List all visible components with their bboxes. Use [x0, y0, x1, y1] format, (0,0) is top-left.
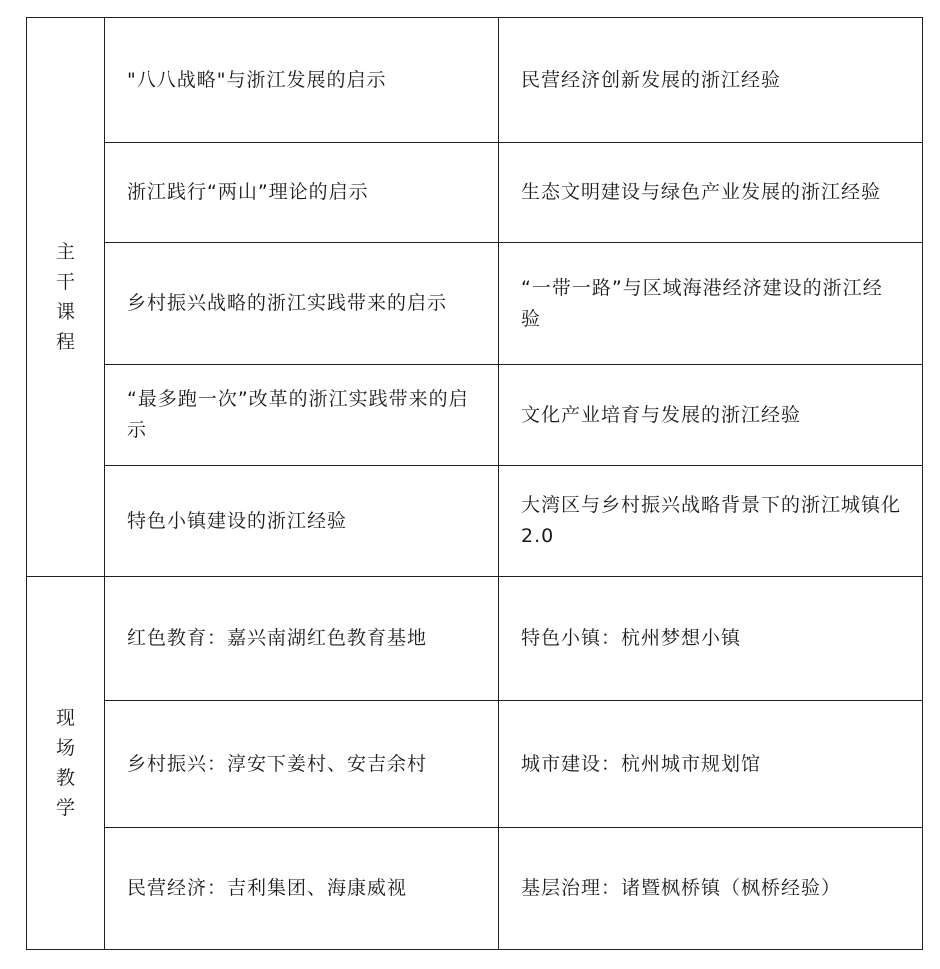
table-row [27, 243, 923, 365]
table-row [27, 577, 923, 701]
category-label: 现场教学 [55, 706, 75, 819]
field-item: 民营经济：吉利集团、海康威视 [105, 828, 499, 950]
table-row [27, 143, 923, 243]
field-item: 基层治理：诸暨枫桥镇（枫桥经验） [499, 828, 923, 950]
table-row [27, 18, 923, 143]
table-row [27, 365, 923, 466]
field-item: 城市建设：杭州城市规划馆 [499, 701, 923, 828]
field-item: 特色小镇：杭州梦想小镇 [499, 577, 923, 701]
course-item: 生态文明建设与绿色产业发展的浙江经验 [499, 143, 923, 243]
course-item: 浙江践行“两山”理论的启示 [105, 143, 499, 243]
course-item: 特色小镇建设的浙江经验 [105, 466, 499, 577]
course-table [26, 17, 923, 950]
course-item: “最多跑一次”改革的浙江实践带来的启示 [105, 365, 499, 466]
course-item: 民营经济创新发展的浙江经验 [499, 18, 923, 143]
table-row [27, 701, 923, 828]
category-cell-field-teaching [27, 577, 105, 950]
course-item: “一带一路”与区域海港经济建设的浙江经验 [499, 243, 923, 365]
table-row [27, 828, 923, 950]
table-row [27, 466, 923, 577]
course-item: 乡村振兴战略的浙江实践带来的启示 [105, 243, 499, 365]
course-item: "八八战略"与浙江发展的启示 [105, 18, 499, 143]
course-item: 文化产业培育与发展的浙江经验 [499, 365, 923, 466]
field-item: 乡村振兴：淳安下姜村、安吉余村 [105, 701, 499, 828]
category-cell-main-courses [27, 18, 105, 577]
field-item: 红色教育：嘉兴南湖红色教育基地 [105, 577, 499, 701]
category-label: 主干课程 [55, 240, 75, 353]
course-item: 大湾区与乡村振兴战略背景下的浙江城镇化2.0 [499, 466, 923, 577]
